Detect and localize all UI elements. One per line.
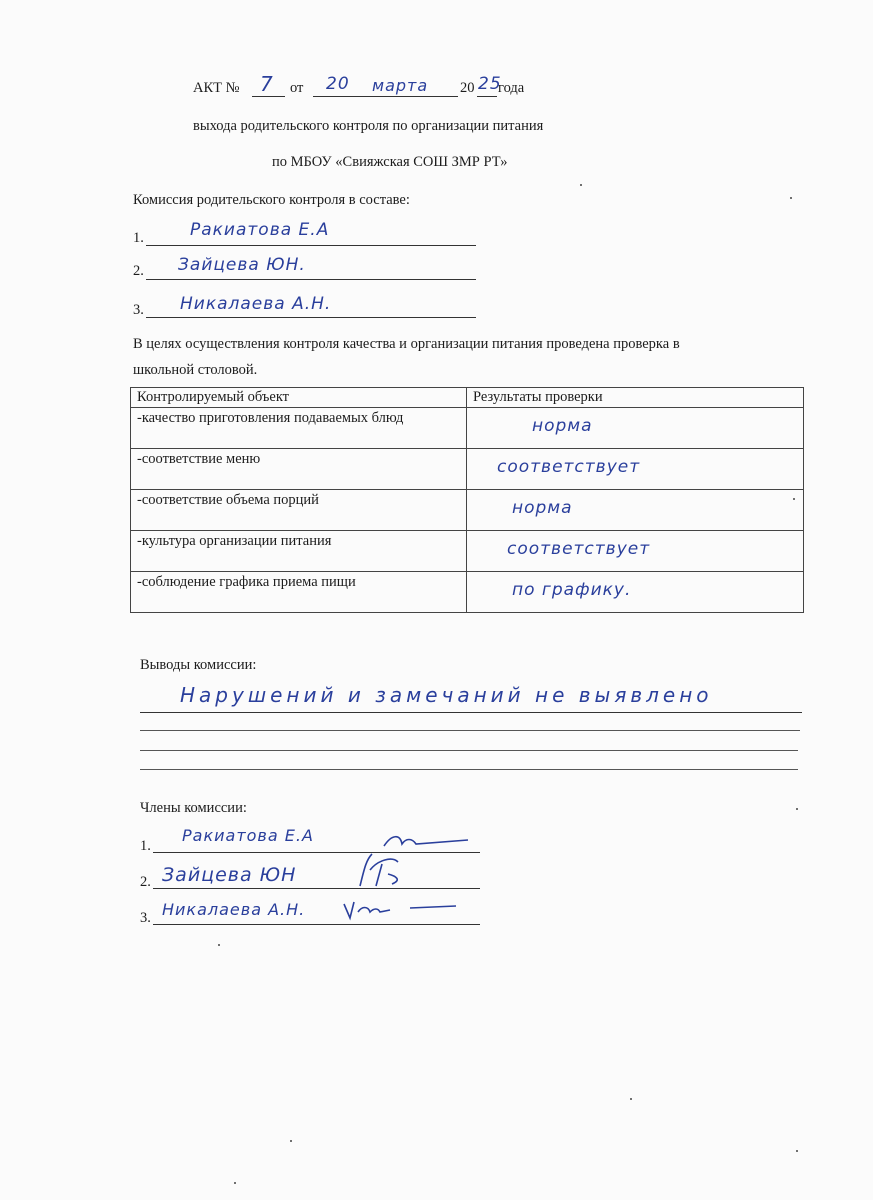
year-word: года bbox=[498, 80, 525, 96]
signature-2-name: Зайцева ЮН bbox=[162, 864, 297, 886]
year-prefix: 20 bbox=[460, 80, 475, 96]
scan-speck bbox=[234, 1182, 236, 1184]
row-result-cell bbox=[467, 490, 804, 531]
row-result-cell bbox=[467, 572, 804, 613]
member-1-name: Ракиатова Е.А bbox=[190, 220, 330, 240]
row-result: соответствует bbox=[507, 539, 651, 559]
member-1-line bbox=[146, 245, 476, 246]
signature-2-num: 2. bbox=[140, 874, 151, 890]
conclusions-line-2 bbox=[140, 730, 800, 731]
signature-3-name: Никалаева А.Н. bbox=[162, 900, 306, 919]
row-result-cell bbox=[467, 449, 804, 490]
year-suffix: 25 bbox=[478, 74, 502, 94]
scan-speck bbox=[580, 184, 582, 186]
table-row bbox=[131, 408, 804, 449]
conclusions-line-4 bbox=[140, 769, 798, 770]
inspection-table bbox=[130, 387, 804, 613]
date-line bbox=[313, 96, 458, 97]
row-object: -соответствие объема порций bbox=[131, 490, 467, 531]
year-line bbox=[477, 96, 497, 97]
row-result: норма bbox=[532, 416, 593, 436]
scan-speck bbox=[218, 944, 220, 946]
signature-3-mark bbox=[340, 896, 460, 922]
signature-1-num: 1. bbox=[140, 838, 151, 854]
scan-speck bbox=[790, 197, 792, 199]
member-2-name: Зайцева ЮН. bbox=[178, 255, 306, 275]
conclusions-text: Нарушений и замечаний не выявлено bbox=[180, 683, 713, 707]
date-month: марта bbox=[372, 76, 429, 95]
table-row bbox=[131, 449, 804, 490]
commission-title: Комиссия родительского контроля в составе: bbox=[133, 192, 410, 208]
row-object: -соответствие меню bbox=[131, 449, 467, 490]
row-object: -качество приготовления подаваемых блюд bbox=[131, 408, 467, 449]
conclusions-line-3 bbox=[140, 750, 798, 751]
scan-speck bbox=[793, 498, 795, 500]
member-3-line bbox=[146, 317, 476, 318]
signature-3-line bbox=[153, 924, 480, 925]
conclusions-label: Выводы комиссии: bbox=[140, 657, 257, 673]
member-3-name: Никалаева А.Н. bbox=[180, 294, 332, 314]
row-result: по графику. bbox=[512, 580, 632, 600]
header-object: Контролируемый объект bbox=[131, 388, 467, 408]
scan-speck bbox=[796, 1150, 798, 1152]
date-day: 20 bbox=[326, 74, 350, 94]
row-result: соответствует bbox=[497, 457, 641, 477]
intro-line-2: школьной столовой. bbox=[133, 362, 258, 378]
table-header-row bbox=[131, 388, 804, 408]
row-result: норма bbox=[512, 498, 573, 518]
row-result-cell bbox=[467, 408, 804, 449]
from-label: от bbox=[290, 80, 304, 96]
table-row bbox=[131, 490, 804, 531]
scan-speck bbox=[290, 1140, 292, 1142]
act-number: 7 bbox=[260, 72, 274, 96]
table-row bbox=[131, 531, 804, 572]
signature-3-num: 3. bbox=[140, 910, 151, 926]
act-number-line bbox=[252, 96, 285, 97]
conclusions-line-1 bbox=[140, 712, 802, 713]
signatures-label: Члены комиссии: bbox=[140, 800, 247, 816]
member-3-num: 3. bbox=[133, 302, 144, 318]
header-result: Результаты проверки bbox=[467, 388, 804, 408]
member-1-num: 1. bbox=[133, 230, 144, 246]
row-object: -культура организации питания bbox=[131, 531, 467, 572]
row-object: -соблюдение графика приема пищи bbox=[131, 572, 467, 613]
member-2-num: 2. bbox=[133, 263, 144, 279]
member-2-line bbox=[146, 279, 476, 280]
intro-line-1: В целях осуществления контроля качества и организации питания проведена проверка в bbox=[133, 336, 680, 352]
signature-2-mark bbox=[352, 850, 412, 890]
row-result-cell bbox=[467, 531, 804, 572]
signature-2-line bbox=[153, 888, 480, 889]
act-label: АКТ № bbox=[193, 80, 240, 96]
signature-1-name: Ракиатова Е.А bbox=[182, 826, 314, 845]
scan-speck bbox=[630, 1098, 632, 1100]
school-name: по МБОУ «Свияжская СОШ ЗМР РТ» bbox=[272, 154, 508, 170]
table-row bbox=[131, 572, 804, 613]
scan-speck bbox=[796, 808, 798, 810]
header-line-2: выхода родительского контроля по организации питания bbox=[193, 118, 544, 134]
